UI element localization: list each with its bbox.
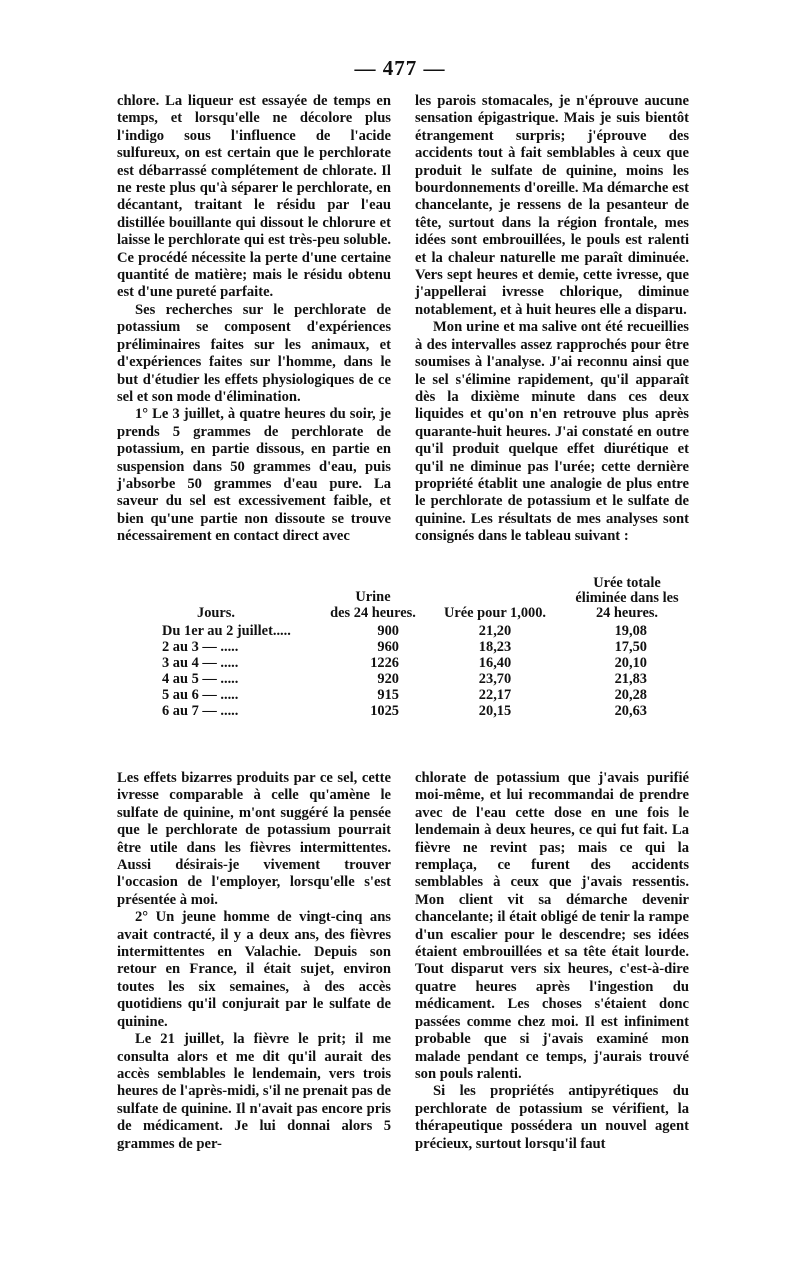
text-column-bottom-right <box>415 770 689 1153</box>
text-column-top-right <box>415 93 689 546</box>
table-row <box>117 623 689 639</box>
cell-days: 4 au 5 — ..... <box>162 671 239 687</box>
cell-days: 6 au 7 — ..... <box>162 703 239 719</box>
table-row <box>117 671 689 687</box>
cell-urine: 915 <box>377 687 399 703</box>
paragraph: Mon urine et ma salive ont été recueillies à des intervalles assez rapprochés pour être soumises à l'analyse. J'ai reconnu ainsi que le sel s'élimine rapidement, qu'il apparaît dès la dixième minute dans ces deux liquides et qu'on n'en retrouve plus après quarante-huit heures. J'ai constaté en outre qu'il produit quelque effet diurétique et qu'il ne diminue pas l'urée; cette dernière propriété établit une analogie de plus entre le perchlorate de potassium et le sulfate de quinine. Les résultats de mes analyses sont consignés dans le tableau suivant : <box>415 319 689 545</box>
cell-total: 21,83 <box>614 671 647 687</box>
cell-urine: 1025 <box>370 703 399 719</box>
cell-days: 2 au 3 — ..... <box>162 639 239 655</box>
cell-urine: 900 <box>377 623 399 639</box>
table-row <box>117 687 689 703</box>
paragraph: Si les propriétés antipyrétiques du perchlorate de potassium se vérifient, la thérapeutique possédera un nouvel agent précieux, surtout lorsqu'il faut <box>415 1083 689 1152</box>
paragraph: Le 21 juillet, la fièvre le prit; il me consulta alors et me dit qu'il aurait des accès semblables le lendemain, vers trois heures de l'après-midi, s'il ne prenait pas de sulfate de quinine. Il n'avait pas encore pris de médicament. Je lui donnai alors 5 grammes de per- <box>117 1031 391 1152</box>
cell-total: 20,63 <box>614 703 647 719</box>
text-column-top-left <box>117 93 391 546</box>
cell-uree: 21,20 <box>478 623 512 639</box>
cell-urine: 920 <box>377 671 399 687</box>
paragraph: chlorate de potassium que j'avais purifié moi-même, et lui recommandai de prendre avec de l'eau cette dose en une fois le lendemain à deux heures, ce qui fut fait. La fièvre ne revint pas; mais ce qui la remplaça, ce furent des accidents semblables à ceux que j'avais ressentis. Mon client vit sa démarche devenir chancelante; il était obligé de tenir la rampe d'un escalier pour le descendre; ses idées étaient embrouillées et sa tête était lourde. Tout disparut vers six heures, c'est-à-dire quatre heures après l'ingestion du médicament. Les choses s'étaient donc passées comme chez moi. Il est infiniment probable que si j'avais examiné mon malade pendant ce temps, j'aurais trouvé son pouls ralenti. <box>415 770 689 1082</box>
header-urine-sub: des 24 heures. <box>330 605 416 621</box>
paragraph: 2° Un jeune homme de vingt-cinq ans avait contracté, il y a deux ans, des fièvres intermittentes en Valachie. Depuis son retour en France, il était sujet, environ toutes les six semaines, à des accès quotidiens qu'il conjurait par le sulfate de quinine. <box>117 909 391 1030</box>
cell-days: 3 au 4 — ..... <box>162 655 239 671</box>
paragraph: les parois stomacales, je n'éprouve aucune sensation épigastrique. Mais je suis bientôt étrangement surpris; j'éprouve des accidents tout à fait semblables à ceux que produit le sulfate de quinine, moins les bourdonnements d'oreille. Ma démarche est chancelante, je ressens de la pesanteur de tête, surtout dans la région frontale, mes idées sont embrouillées, le pouls est ralenti et la chaleur naturelle me paraît diminuée. Vers sept heures et demie, cette ivresse, que j'appellerai ivresse chlorique, diminue notablement, et à huit heures elle a disparu. <box>415 93 689 318</box>
cell-uree: 20,15 <box>478 703 512 719</box>
paragraph: Ses recherches sur le perchlorate de potassium se composent d'expériences préliminaires faites sur les animaux, et d'expériences faites sur l'homme, dans le but d'étudier les effets physiologiques de ce sel et son mode d'élimination. <box>117 301 391 405</box>
cell-uree: 16,40 <box>478 655 512 671</box>
paragraph: chlore. La liqueur est essayée de temps en temps, et lorsqu'elle ne décolore plus l'indigo sous l'influence de l'acide sulfureux, on est certain que le perchlorate est débarrassé complétement de chlorate. Il ne reste plus qu'à séparer le perchlorate, en décantant, traitant le résidu par l'eau distillée bouillante qui dissout le chlorure et laisse le perchlorate qui est très-peu soluble. Ce procédé nécessite la perte d'une certaine quantité de matière; mais le résidu obtenu est d'une pureté parfaite. <box>117 93 391 301</box>
cell-total: 17,50 <box>614 639 647 655</box>
header-uree-total-sub: éliminée dans les <box>575 590 679 606</box>
table-row <box>117 639 689 655</box>
paragraph: Les effets bizarres produits par ce sel, cette ivresse comparable à celle qu'amène le sulfate de quinine, m'ont suggéré la pensée que le perchlorate de potassium pourrait être utile dans les fièvres intermittentes. Aussi désirais-je vivement trouver l'occasion de l'employer, lorsqu'elle s'est présentée à moi. <box>117 770 391 908</box>
table-row <box>117 655 689 671</box>
cell-uree: 22,17 <box>478 687 512 703</box>
cell-days: Du 1er au 2 juillet..... <box>162 623 291 639</box>
header-uree-total: Urée totale <box>593 575 661 591</box>
cell-uree: 18,23 <box>478 639 512 655</box>
cell-uree: 23,70 <box>478 671 512 687</box>
cell-total: 20,28 <box>614 687 647 703</box>
header-urine: Urine <box>355 589 391 605</box>
text-column-bottom-left <box>117 770 391 1153</box>
paragraph: 1° Le 3 juillet, à quatre heures du soir, je prends 5 grammes de perchlorate de potassium, en partie dissous, en partie en suspension dans 50 grammes d'eau, puis j'absorbe 50 grammes d'eau pure. La saveur du sel est excessivement faible, et bien qu'une partie non dissoute se trouve nécessairement en contact direct avec <box>117 406 391 545</box>
header-uree-total-sub2: 24 heures. <box>595 605 659 621</box>
table-header <box>117 575 689 623</box>
table-body <box>117 623 689 719</box>
header-jours: Jours. <box>197 605 235 621</box>
page-number: — 477 — <box>354 56 446 80</box>
results-table <box>117 575 689 719</box>
cell-days: 5 au 6 — ..... <box>162 687 239 703</box>
table-row <box>117 703 689 719</box>
header-uree-pour: Urée pour 1,000. <box>443 605 547 621</box>
cell-urine: 960 <box>377 639 399 655</box>
cell-total: 20,10 <box>614 655 647 671</box>
cell-urine: 1226 <box>370 655 399 671</box>
cell-total: 19,08 <box>614 623 647 639</box>
